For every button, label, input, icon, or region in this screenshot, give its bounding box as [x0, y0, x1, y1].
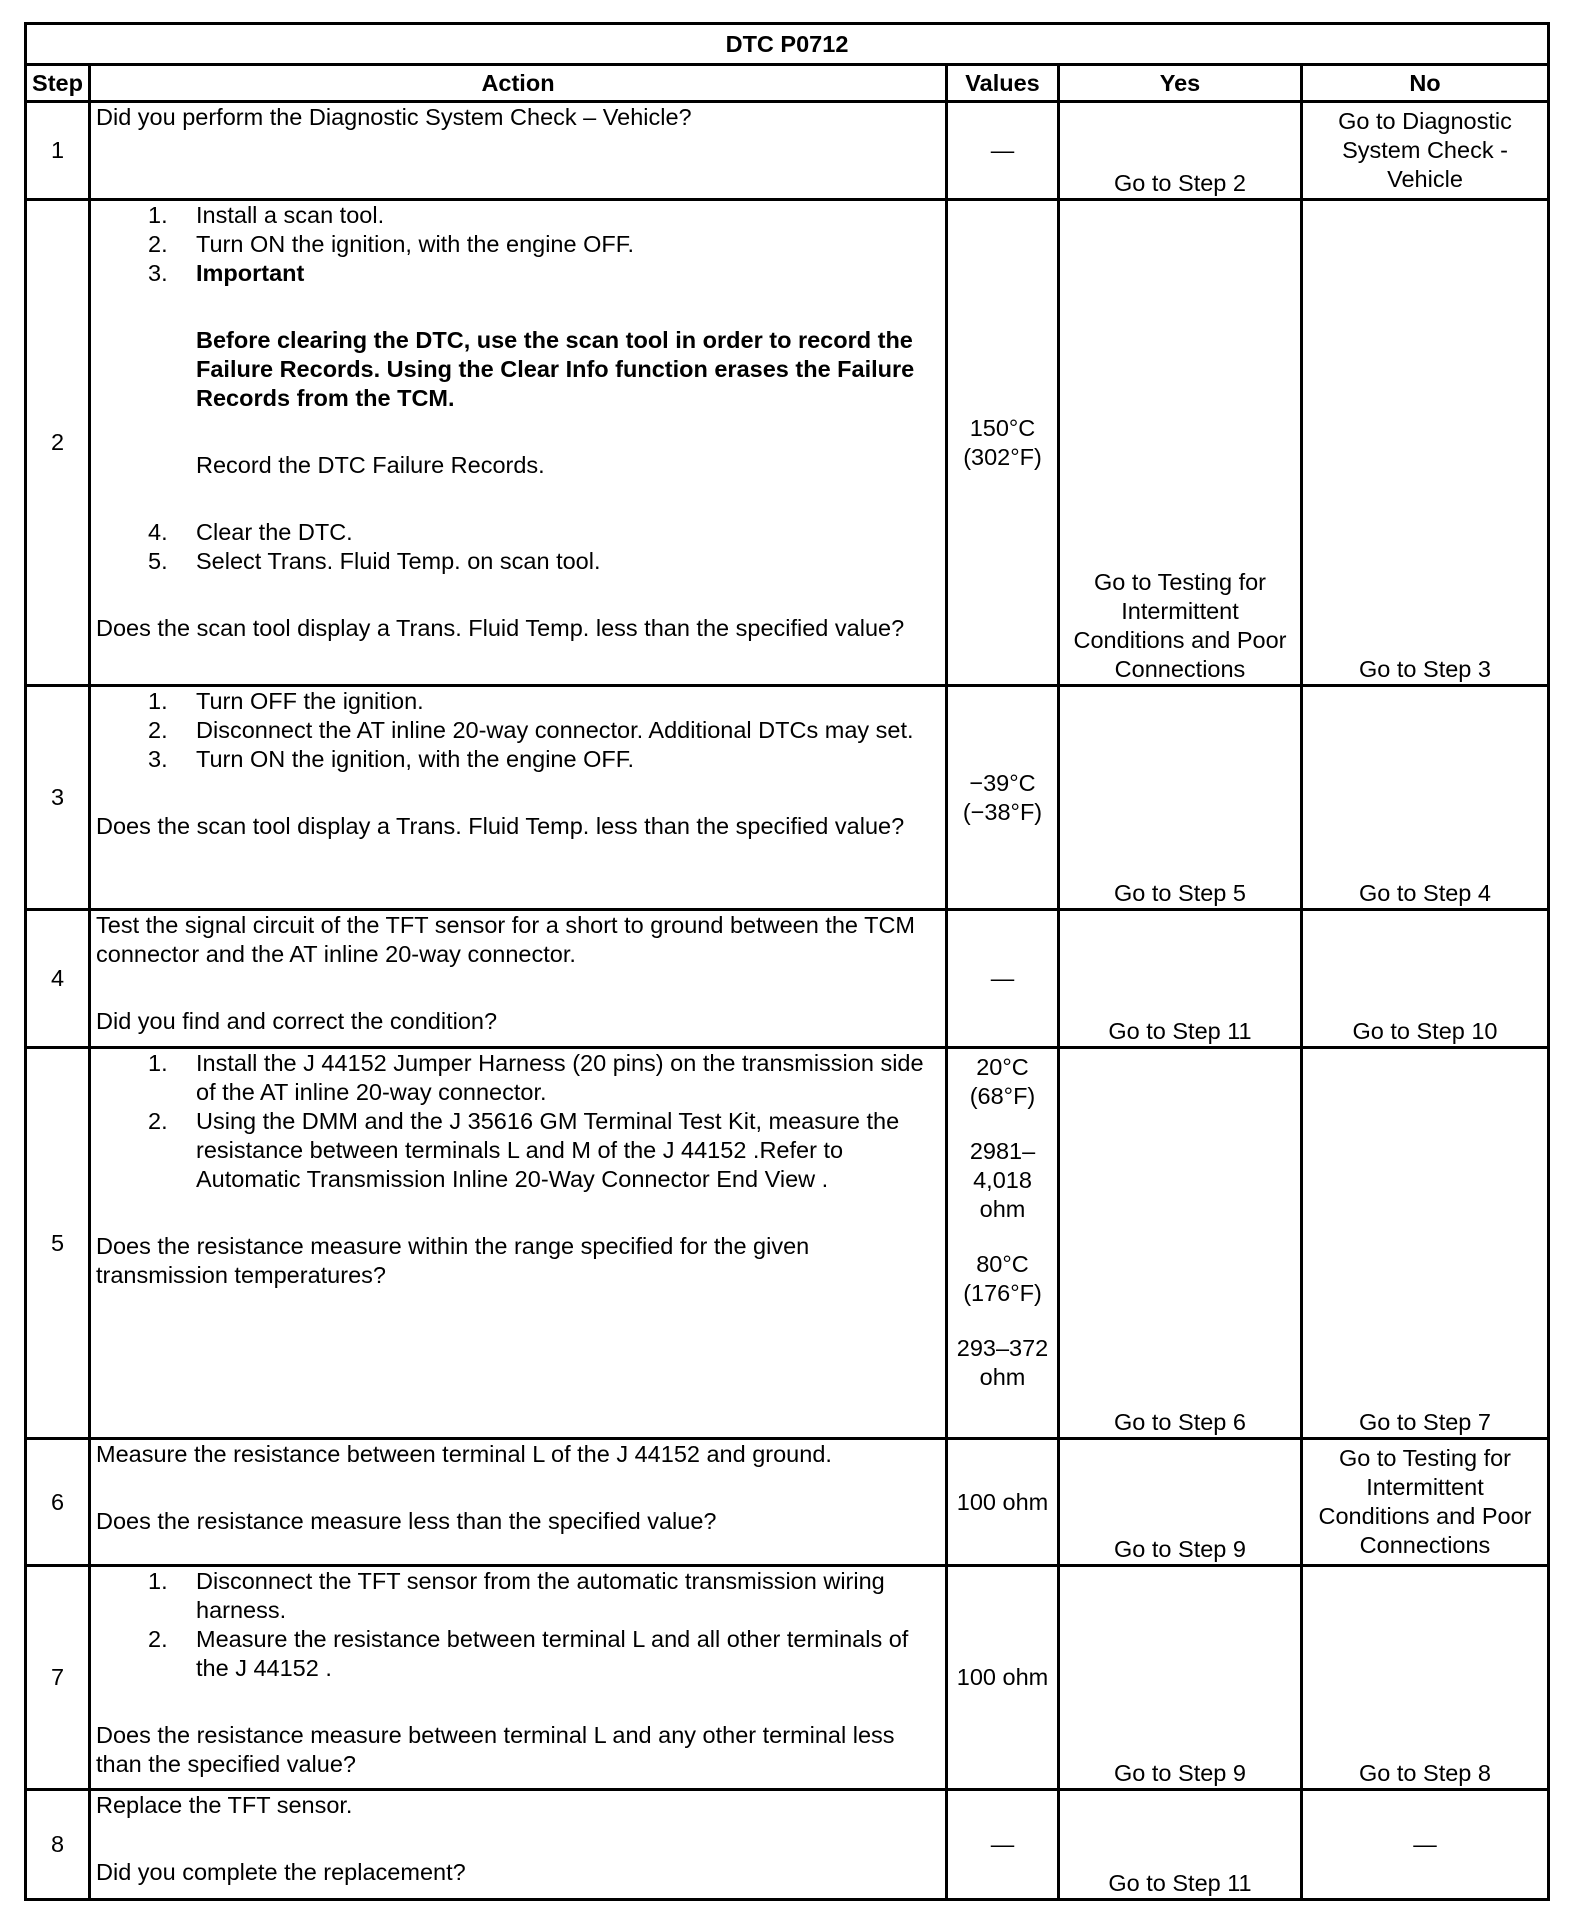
action-list [96, 687, 940, 774]
table-row [26, 1790, 1549, 1900]
step-number: 4 [26, 910, 90, 1048]
instruction: Measure the resistance between terminal L of the J 44152 and ground. [96, 1441, 832, 1467]
yes-cell: Go to Step 2 [1059, 102, 1302, 200]
list-item: 2. Using the DMM and the J 35616 GM Terminal Test Kit, measure the resistance between terminals L and M of the J 44152 .Refer to Automatic Transmission Inline 20-Way Connector End View . [148, 1108, 900, 1192]
value-cell: 20°C (68°F) 2981– 4,018 ohm 80°C (176°F) 293–372 ohm [947, 1048, 1059, 1439]
yes-cell: Go to Testing for Intermittent Conditions and Poor Connections [1059, 200, 1302, 686]
action-cell [90, 1790, 947, 1900]
yes-cell: Go to Step 5 [1059, 686, 1302, 910]
question: Does the scan tool display a Trans. Fluid Temp. less than the specified value? [96, 615, 905, 641]
step-number: 2 [26, 200, 90, 686]
value-cell: −39°C (−38°F) [947, 686, 1059, 910]
no-cell: Go to Diagnostic System Check - Vehicle [1302, 102, 1549, 200]
action-cell [90, 1566, 947, 1790]
step-number: 5 [26, 1048, 90, 1439]
action-cell [90, 1439, 947, 1566]
action-list [96, 1567, 940, 1683]
value-cell: 100 ohm [947, 1439, 1059, 1566]
list-item: 2. Measure the resistance between terminal L and all other terminals of the J 44152 . [148, 1626, 909, 1681]
header-no: No [1302, 65, 1549, 102]
list-item: 5. Select Trans. Fluid Temp. on scan tool. [148, 548, 601, 574]
step-number: 6 [26, 1439, 90, 1566]
step-number: 7 [26, 1566, 90, 1790]
action-cell [90, 102, 947, 200]
yes-cell: Go to Step 11 [1059, 1790, 1302, 1900]
yes-cell: Go to Step 6 [1059, 1048, 1302, 1439]
no-cell: Go to Step 4 [1302, 686, 1549, 910]
list-item: 2. Turn ON the ignition, with the engine OFF. [148, 231, 635, 257]
table-row [26, 1566, 1549, 1790]
table-row [26, 102, 1549, 200]
list-item: 1. Install the J 44152 Jumper Harness (20 pins) on the transmission side of the AT inline 20-way connector. [148, 1050, 924, 1105]
no-cell: Go to Testing for Intermittent Conditions and Poor Connections [1302, 1439, 1549, 1566]
value-cell: — [947, 102, 1059, 200]
list-item: 3. Important Before clearing the DTC, use the scan tool in order to record the Failure Records. Using the Clear Info function erases the Failure Records from the TCM. Record the DTC Failure Records. [96, 259, 940, 518]
no-cell: Go to Step 7 [1302, 1048, 1549, 1439]
step-number: 3 [26, 686, 90, 910]
action-cell [90, 200, 947, 686]
table-row [26, 200, 1549, 686]
yes-cell: Go to Step 9 [1059, 1439, 1302, 1566]
table-row [26, 910, 1549, 1048]
list-item: 1. Disconnect the TFT sensor from the automatic transmission wiring harness. [148, 1568, 885, 1623]
action-cell [90, 686, 947, 910]
value-cell: 150°C (302°F) [947, 200, 1059, 686]
action-list [96, 201, 940, 576]
instruction: Replace the TFT sensor. [96, 1792, 353, 1818]
question: Did you perform the Diagnostic System Check – Vehicle? [96, 104, 692, 130]
no-cell: Go to Step 10 [1302, 910, 1549, 1048]
step-number: 8 [26, 1790, 90, 1900]
question: Does the resistance measure less than the specified value? [96, 1508, 717, 1534]
header-action: Action [90, 65, 947, 102]
list-item: 3. Turn ON the ignition, with the engine OFF. [148, 746, 635, 772]
table-title: DTC P0712 [26, 24, 1549, 65]
action-list [96, 1049, 940, 1194]
question: Did you find and correct the condition? [96, 1008, 498, 1034]
header-yes: Yes [1059, 65, 1302, 102]
no-cell: Go to Step 8 [1302, 1566, 1549, 1790]
action-cell [90, 1048, 947, 1439]
important-note: Before clearing the DTC, use the scan tool in order to record the Failure Records. Using the Clear Info function erases the Failure Records from the TCM. [196, 327, 915, 411]
yes-cell: Go to Step 9 [1059, 1566, 1302, 1790]
question: Does the scan tool display a Trans. Fluid Temp. less than the specified value? [96, 813, 905, 839]
question: Does the resistance measure between terminal L and any other terminal less than the specified value? [96, 1722, 895, 1777]
table-row [26, 1439, 1549, 1566]
yes-cell: Go to Step 11 [1059, 910, 1302, 1048]
no-cell: — [1302, 1790, 1549, 1900]
list-item: 2. Disconnect the AT inline 20-way connector. Additional DTCs may set. [148, 717, 914, 743]
table-row [26, 686, 1549, 910]
value-cell: — [947, 1790, 1059, 1900]
step-number: 1 [26, 102, 90, 200]
list-item: 4. Clear the DTC. [148, 519, 353, 545]
instruction: Test the signal circuit of the TFT sensor for a short to ground between the TCM connector and the AT inline 20-way connector. [96, 912, 915, 967]
action-cell [90, 910, 947, 1048]
question: Does the resistance measure within the range specified for the given transmission temperatures? [96, 1233, 810, 1288]
value-cell: 100 ohm [947, 1566, 1059, 1790]
dtc-table [24, 22, 1550, 1901]
header-values: Values [947, 65, 1059, 102]
value-cell: — [947, 910, 1059, 1048]
no-cell: Go to Step 3 [1302, 200, 1549, 686]
table-row [26, 1048, 1549, 1439]
header-step: Step [26, 65, 90, 102]
list-item: 1. Install a scan tool. [148, 202, 385, 228]
question: Did you complete the replacement? [96, 1859, 466, 1885]
record-text: Record the DTC Failure Records. [196, 452, 545, 478]
important-label: Important [196, 260, 305, 286]
list-item: 1. Turn OFF the ignition. [148, 688, 424, 714]
